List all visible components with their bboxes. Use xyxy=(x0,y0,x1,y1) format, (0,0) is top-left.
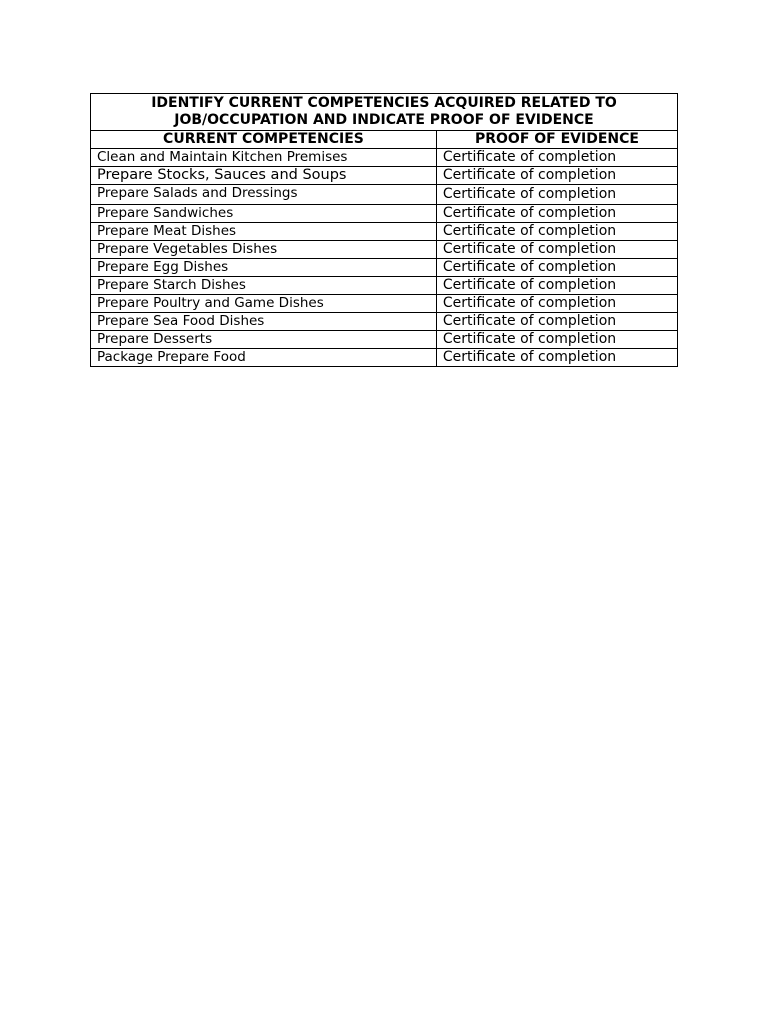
competency-cell: Prepare Salads and Dressings xyxy=(91,185,437,205)
competency-cell: Prepare Egg Dishes xyxy=(91,259,437,277)
competency-cell: Clean and Maintain Kitchen Premises xyxy=(91,149,437,167)
evidence-cell: Certificate of completion xyxy=(436,167,677,185)
competency-cell: Prepare Meat Dishes xyxy=(91,223,437,241)
table-row xyxy=(91,149,678,167)
table-row xyxy=(91,277,678,295)
competency-cell: Package Prepare Food xyxy=(91,349,437,367)
table-row xyxy=(91,167,678,185)
evidence-cell: Certificate of completion xyxy=(436,259,677,277)
table-row xyxy=(91,331,678,349)
evidence-cell: Certificate of completion xyxy=(436,205,677,223)
evidence-cell: Certificate of completion xyxy=(436,223,677,241)
competencies-table xyxy=(90,93,678,367)
evidence-cell: Certificate of completion xyxy=(436,149,677,167)
evidence-cell: Certificate of completion xyxy=(436,331,677,349)
competency-cell: Prepare Vegetables Dishes xyxy=(91,241,437,259)
evidence-cell: Certificate of completion xyxy=(436,349,677,367)
table-row xyxy=(91,313,678,331)
header-proof-of-evidence: PROOF OF EVIDENCE xyxy=(436,131,677,149)
table-row xyxy=(91,259,678,277)
competency-cell: Prepare Desserts xyxy=(91,331,437,349)
evidence-cell: Certificate of completion xyxy=(436,313,677,331)
header-current-competencies: CURRENT COMPETENCIES xyxy=(91,131,437,149)
table-title-line-2: JOB/OCCUPATION AND INDICATE PROOF OF EVIDENCE xyxy=(174,112,594,128)
table-title xyxy=(91,94,678,131)
table-header-row xyxy=(91,131,678,149)
evidence-cell: Certificate of completion xyxy=(436,241,677,259)
table-row xyxy=(91,295,678,313)
table-title-line-1: IDENTIFY CURRENT COMPETENCIES ACQUIRED RELATED TO xyxy=(151,95,617,111)
evidence-cell: Certificate of completion xyxy=(436,277,677,295)
competency-cell: Prepare Stocks, Sauces and Soups xyxy=(91,167,437,185)
evidence-cell: Certificate of completion xyxy=(436,185,677,205)
table-row xyxy=(91,223,678,241)
competency-cell: Prepare Sea Food Dishes xyxy=(91,313,437,331)
evidence-cell: Certificate of completion xyxy=(436,295,677,313)
competency-cell: Prepare Sandwiches xyxy=(91,205,437,223)
table-title-row xyxy=(91,94,678,131)
competency-cell: Prepare Starch Dishes xyxy=(91,277,437,295)
table-row xyxy=(91,205,678,223)
table-row xyxy=(91,349,678,367)
competency-cell: Prepare Poultry and Game Dishes xyxy=(91,295,437,313)
table-row xyxy=(91,185,678,205)
table-row xyxy=(91,241,678,259)
